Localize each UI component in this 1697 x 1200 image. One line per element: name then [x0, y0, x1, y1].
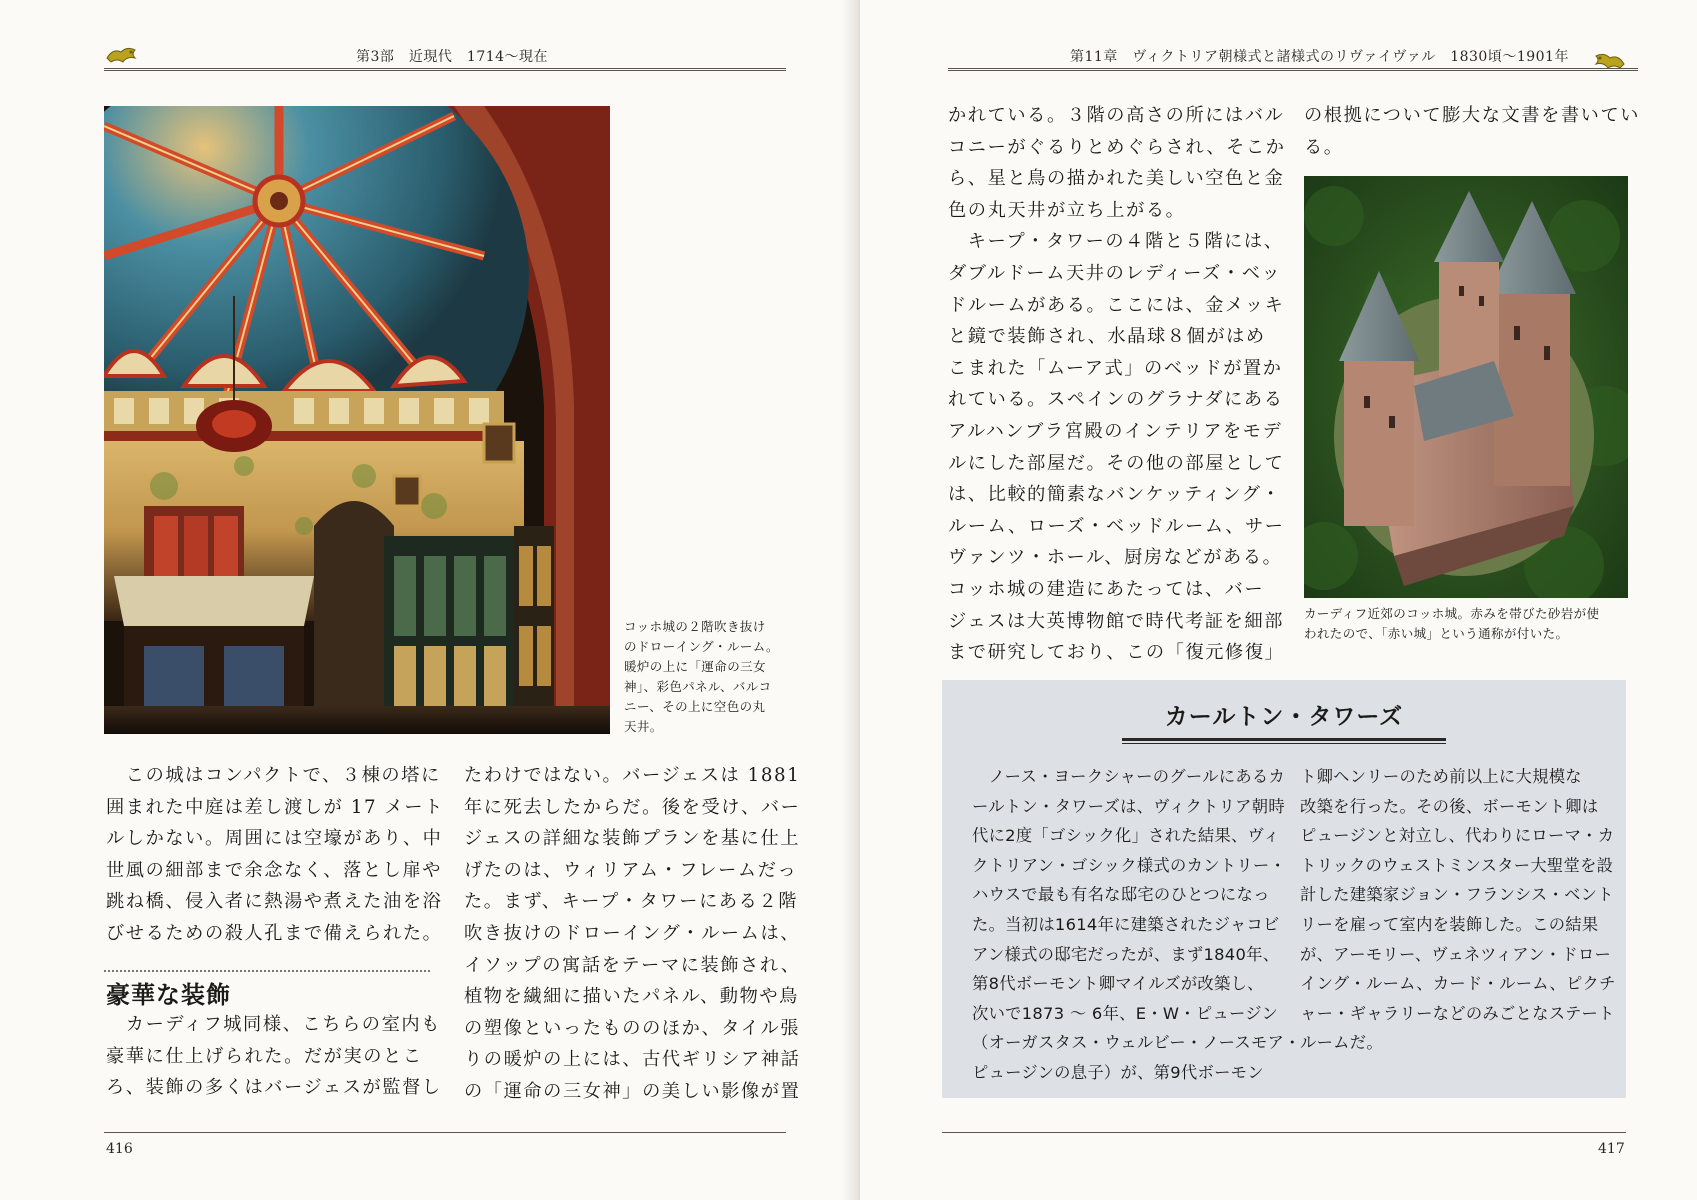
sidebar-title-rule-thin	[1122, 743, 1446, 744]
header-rule	[104, 68, 786, 71]
sidebar-col2-text: ト卿ヘンリーのため前以上に大規模な 改築を行った。その後、ボーモント卿は ピュージンと対立し、代わりにローマ・カ トリックのウェストミンスター大聖堂を設 計した建築家ジョン・フランシス・ベント リーを雇って室内を装飾した。この結果 が、アーモリー、ヴェネツィアン・ドロー イング・ルーム、カード・ルーム、ピクチ ャー・ギャラリーなどのみごとなステート ルームだ。	[1300, 767, 1616, 1053]
sidebar-col1-text: ノース・ヨークシャーのグールにあるカ ールトン・タワーズは、ヴィクトリア朝時 代に2度「ゴシック化」された結果、ヴィ クトリアン・ゴシック様式のカントリー・ ハウスで最も有名な邸宅のひとつになっ た。当初は1614年に建築されたジャコビ アン様式の邸宅だったが、まず1840年、 第8代ボーモント卿マイルズが改築し、 次いで1873 ～ 6年、E・W・ピュージン （オーガスタス・ウェルビー・ノースモア・ ピュージンの息子）が、第9代ボーモン	[972, 767, 1301, 1082]
castle-caption: カーディフ近郊のコッホ城。赤みを帯びた砂岩が使 われたので、「赤い城」という通称が付いた。	[1304, 606, 1600, 641]
sidebar-box	[942, 680, 1626, 1098]
drawing-room-caption: コッホ城の２階吹き抜け のドローイング・ルーム。 暖炉の上に「運命の三女 神」、彩色パネル、バルコ ニー、その上に空色の丸 天井。	[624, 619, 779, 734]
sidebar-title: カールトン・タワーズ	[1164, 704, 1404, 730]
header-rule	[948, 68, 1638, 71]
running-header: 第11章 ヴィクトリア朝様式と諸様式のリヴァイヴァル 1830頃～1901年	[1070, 49, 1569, 65]
page-number: 417	[1598, 1141, 1625, 1157]
page-number: 416	[106, 1141, 133, 1157]
sidebar-title-rule	[1122, 738, 1446, 741]
running-header: 第3部 近現代 1714～現在	[356, 49, 549, 65]
section-heading: 豪華な装飾	[106, 980, 231, 1009]
footer-rule	[104, 1132, 786, 1133]
drawing-room-photo	[104, 106, 610, 734]
left-col1-text2: カーディフ城同様、こちらの室内も 豪華に仕上げられた。だが実のとこ ろ、装飾の多くはバージェスが監督し	[106, 1014, 442, 1099]
left-col2-text: たわけではない。バージェスは 1881 年に死去したからだ。後を受け、バー ジェスの詳細な装飾プランを基に仕上 げたのは、ウィリアム・フレームだっ た。まず、キープ・タワーにある２階 吹き抜けのドローイング・ルームは、 イソップの寓話をテーマに装飾され、 植物を繊細に描いたパネル、動物や鳥 の塑像といったもののほか、タイル張 りの暖炉の上には、古代ギリシア神話 の「運命の三女神」の美しい影像が置	[464, 765, 801, 1102]
right-col2-text: の根拠について膨大な文書を書いてい る。	[1304, 105, 1641, 158]
section-rule	[104, 970, 430, 972]
left-col1-text: この城はコンパクトで、３棟の塔に 囲まれた中庭は差し渡しが 17 メート ルしかない。周囲には空壕があり、中 世風の細部まで余念なく、落とし扉や 跳ね橋、侵入者に熱湯や煮えた油を浴 びせるための殺人孔まで備えられた。	[106, 765, 444, 944]
right-col1-text: かれている。３階の高さの所にはバル コニーがぐるりとめぐらされ、そこか ら、星と鳥の描かれた美しい空色と金 色の丸天井が立ち上がる。 キープ・タワーの４階と５階には、 ダブルドーム天井のレディーズ・ベッ ドルームがある。ここには、金メッキ と鏡で装飾され、水晶球８個がはめ こまれた「ムーア式」のベッドが置か れている。スペインのグラナダにある アルハンブラ宮殿のインテリアをモデ ルにした部屋だ。その他の部屋として は、比較的簡素なバンケッティング・ ルーム、ローズ・ベッドルーム、サー ヴァンツ・ホール、厨房などがある。 コッホ城の建造にあたっては、バー ジェスは大英博物館で時代考証を細部 まで研究しており、この「復元修復」	[948, 105, 1286, 664]
dragon-ornament-icon	[105, 44, 139, 66]
castle-photo	[1304, 176, 1628, 598]
footer-rule	[942, 1132, 1626, 1133]
